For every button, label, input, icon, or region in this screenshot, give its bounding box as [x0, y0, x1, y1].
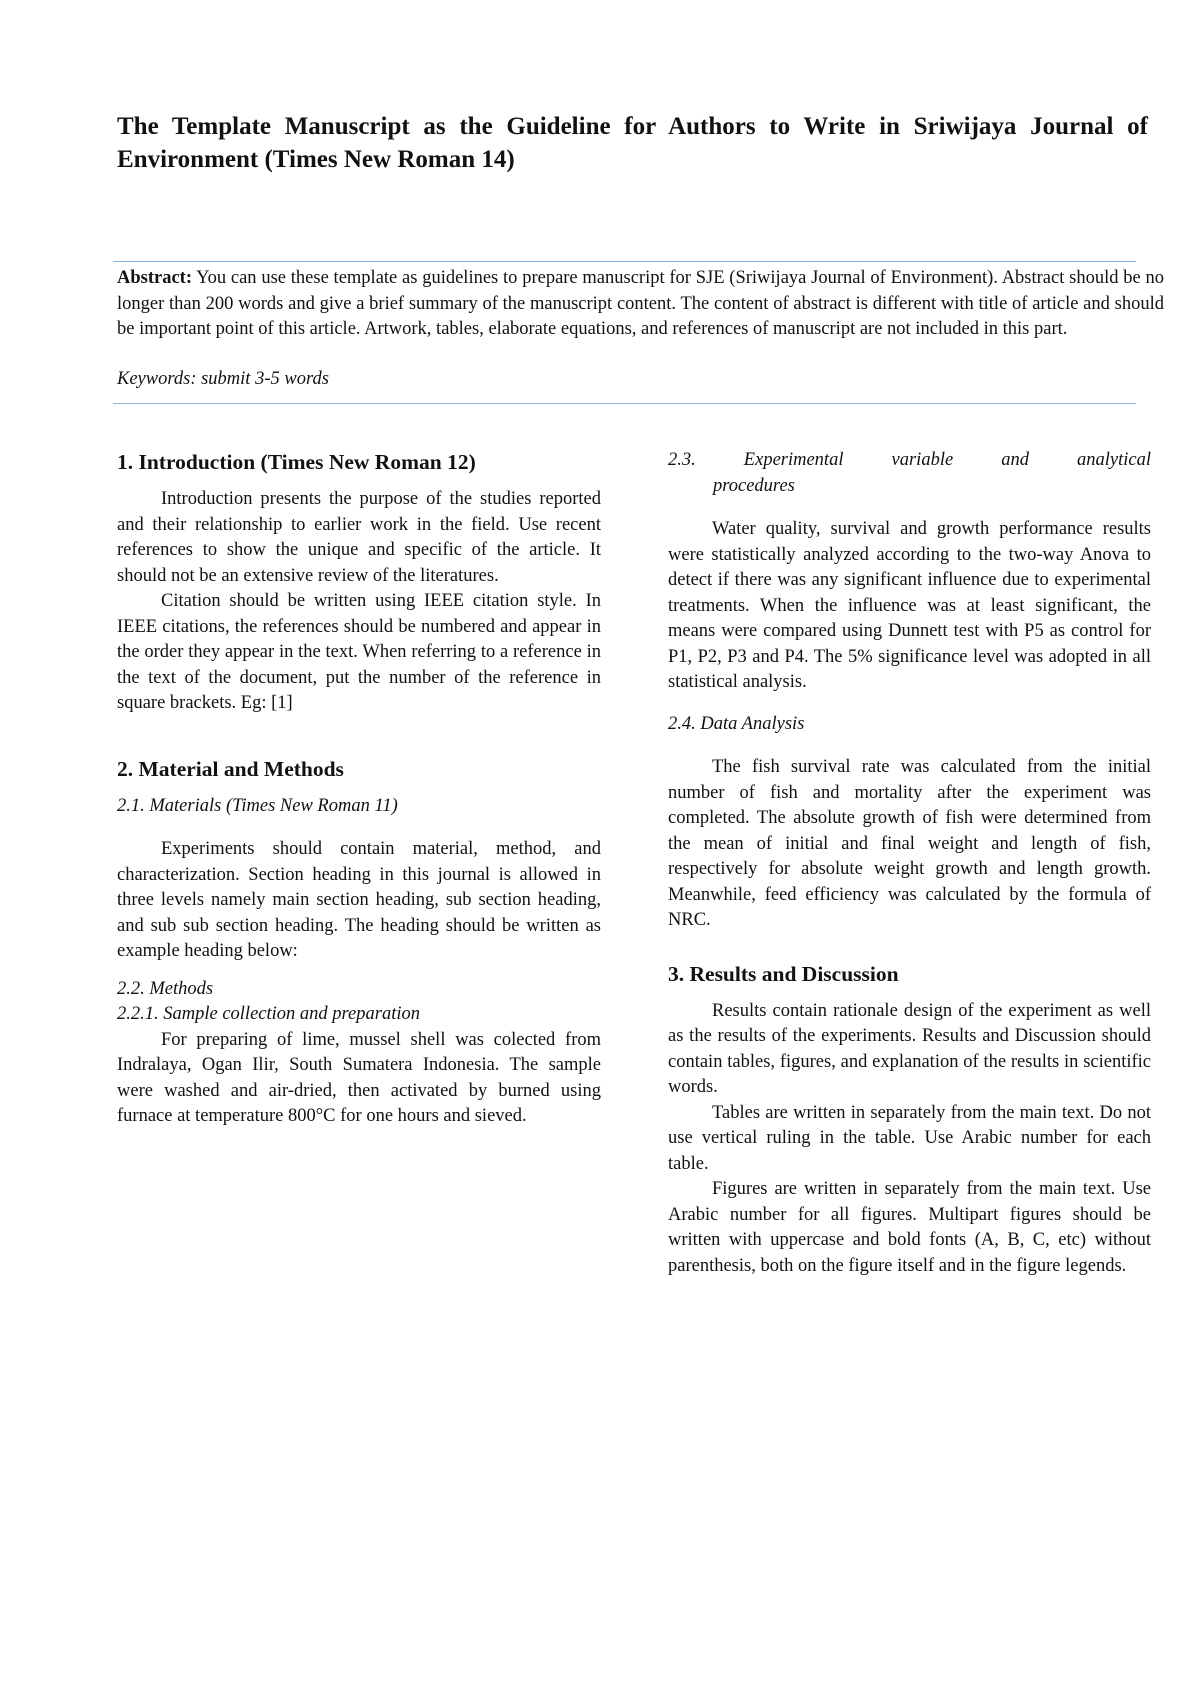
- abstract-label: Abstract:: [117, 268, 193, 288]
- abstract-top-divider: [113, 261, 1136, 262]
- section-heading-introduction: 1. Introduction (Times New Roman 12): [117, 450, 476, 474]
- section-heading-results-discussion: 3. Results and Discussion: [668, 961, 899, 986]
- keywords: Keywords: submit 3-5 words: [117, 369, 329, 389]
- subsection-heading-materials: 2.1. Materials (Times New Roman 11): [117, 795, 398, 816]
- subsection-heading-experimental-cont: procedures: [713, 475, 795, 496]
- section-heading-material-methods: 2. Material and Methods: [117, 756, 344, 781]
- abstract: [117, 266, 1164, 343]
- introduction-paragraph-2: Citation should be written using IEEE citation style. In IEEE citations, the references should be numbered and appear in the order they appear in the text. When referring to a reference in the text of the document, put the number of the reference in square brackets. Eg: [1]: [117, 591, 601, 713]
- results-paragraph-1: Results contain rationale design of the experiment as well as the results of the experiments. Results and Discussion should contain tables, figures, and explanation of the results in scientific words.: [668, 1000, 1151, 1097]
- page-title: The Template Manuscript as the Guideline for Authors to Write in Sriwijaya Journal of Environment (Times New Roman 14): [117, 113, 1148, 173]
- data-analysis-paragraph: The fish survival rate was calculated from the initial number of fish and mortality after the experiment was completed. The absolute growth of fish were determined from the mean of initial and final weight and length of fish, respectively for absolute weight growth and length growth. Meanwhile, feed efficiency was calculated by the formula of NRC.: [668, 757, 1151, 930]
- left-column: [117, 448, 601, 1130]
- subsection-heading-data-analysis: 2.4. Data Analysis: [668, 713, 805, 734]
- abstract-text: You can use these template as guidelines to prepare manuscript for SJE (Sriwijaya Journal of Environment). Abstract should be no longer than 200 words and give a brief summary of the manuscript content. The content of abstract is different with title of article and should be important point of this article. Artwork, tables, elaborate equations, and references of manuscript are not included in this part.: [117, 268, 1164, 339]
- introduction-paragraph-1: Introduction presents the purpose of the studies reported and their relationship to earlier work in the field. Use recent references to show the unique and specific of the article. It should not be an extensive review of the literatures.: [117, 489, 601, 586]
- right-column: [668, 448, 1151, 1279]
- experimental-paragraph: Water quality, survival and growth performance results were statistically analyzed according to the two-way Anova to detect if there was any significant influence due to experimental treatments. When the influence was at least significant, the means were compared using Dunnett test with P5 as control for P1, P2, P3 and P4. The 5% significance level was adopted in all statistical analysis.: [668, 519, 1151, 692]
- results-paragraph-3: Figures are written in separately from the main text. Use Arabic number for all figures. Multipart figures should be written with uppercase and bold fonts (A, B, C, etc) without parenthesis, both on the figure itself and in the figure legends.: [668, 1179, 1151, 1276]
- materials-paragraph: Experiments should contain material, method, and characterization. Section heading in this journal is allowed in three levels namely main section heading, sub section heading, and sub sub section heading. The heading should be written as example heading below:: [117, 839, 601, 961]
- subsection-heading-methods: 2.2. Methods: [117, 978, 214, 999]
- abstract-bottom-divider: [113, 403, 1136, 404]
- sample-collection-paragraph: For preparing of lime, mussel shell was colected from Indralaya, Ogan Ilir, South Sumatera Indonesia. The sample were washed and air-dried, then activated by burned using furnace at temperature 800°C for one hours and sieved.: [117, 1029, 601, 1126]
- subsubsection-heading-sample-collection: 2.2.1. Sample collection and preparation: [117, 1004, 420, 1024]
- subsection-heading-experimental: 2.3. Experimental variable and analytical: [668, 450, 1151, 470]
- results-paragraph-2: Tables are written in separately from the main text. Do not use vertical ruling in the table. Use Arabic number for each table.: [668, 1102, 1151, 1174]
